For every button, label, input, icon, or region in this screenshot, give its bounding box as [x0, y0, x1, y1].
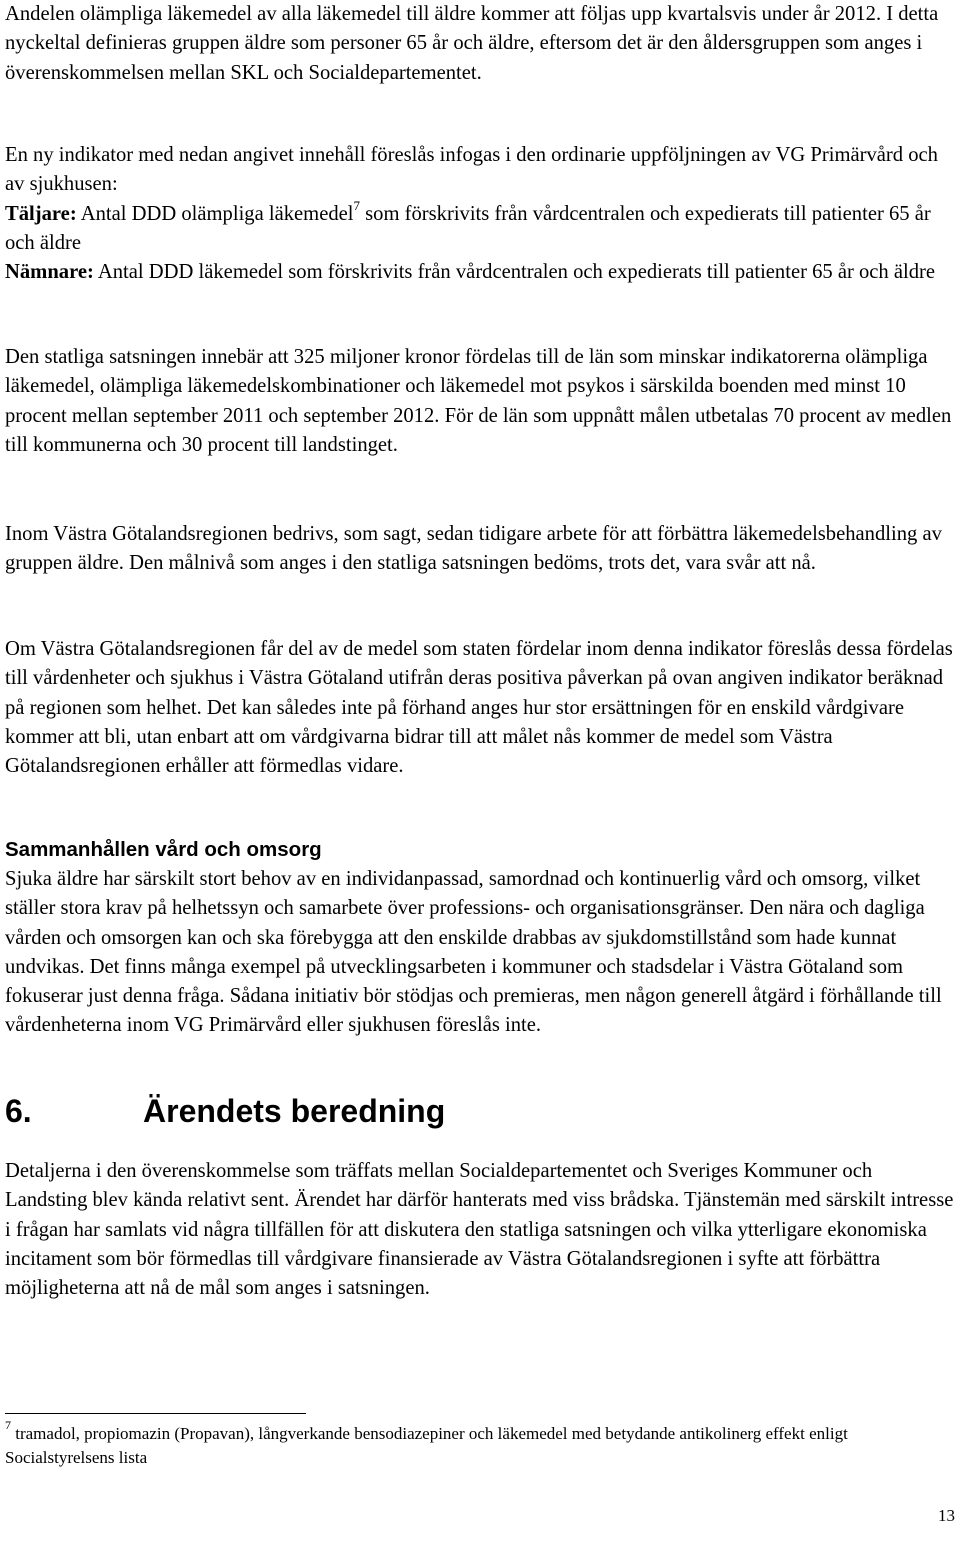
section-heading: Sammanhållen vård och omsorg [5, 838, 322, 861]
numerator-label: Täljare: [5, 202, 77, 225]
chapter-paragraph: Detaljerna i den överenskommelse som träffats mellan Socialdepartementet och Sveriges Kommuner och Landsting blev kända relativt sent. Ärendet har därför hanterats med viss brådska. Tjänstemän med särskilt intresse i frågan har samlats vid några tillfällen för att diskutera den statliga satsningen och vilka ytterligare ekonomiska incitament som bör förmedlas till vårdgivare finansierade av Västra Götalandsregionen i syfte att förbättra möjligheterna att nå de mål som anges i satsningen. [5, 1160, 954, 1300]
footnote-divider [5, 1413, 306, 1414]
state-funding-paragraph: Den statliga satsningen innebär att 325 miljoner kronor fördelas till de län som minskar indikatorerna olämpliga läkemedel, olämpliga läkemedelskombinationer och läkemedel mot psykos i särskilda boenden med minst 10 procent mellan september 2011 och september 2012. För de län som uppnått målen utbetalas 70 procent av medlen till kommunerna och 30 procent till landstinget. [5, 346, 952, 456]
numerator-text-before: Antal DDD olämpliga läkemedel [80, 202, 354, 225]
denominator-label: Nämnare: [5, 261, 94, 284]
denominator-line [5, 258, 960, 287]
section-paragraph: Sjuka äldre har särskilt stort behov av en individanpassad, samordnad och kontinuerlig vård och omsorg, vilket ställer stora krav på helhetssyn och samarbete över professions- och organisationsgränser. Den nära och dagliga vården och omsorgen kan och ska förebygga att den enskilde drabbas av sjukdomstillstånd som hade kunnat undvikas. Det finns många exempel på utvecklingsarbeten i kommuner och stadsdelar i Västra Götaland som fokuserar just denna fråga. Sådana initiativ bör stödjas och premieras, men någon generell åtgärd i förhållande till vårdenheterna inom VG Primärvård eller sjukhusen föreslås inte. [5, 868, 942, 1037]
footnote [5, 1418, 955, 1470]
numerator-line [5, 197, 960, 259]
footnote-reference[interactable]: 7 [353, 197, 360, 213]
indicator-lead: En ny indikator med nedan angivet innehåll föreslås infogas i den ordinarie uppföljningen av VG Primärvård och av sjukhusen: [5, 144, 938, 196]
footnote-marker: 7 [5, 1418, 11, 1433]
chapter-title: Ärendets beredning [143, 1093, 446, 1129]
intro-paragraph: Andelen olämpliga läkemedel av alla läkemedel till äldre kommer att följas upp kvartalsvis under år 2012. I detta nyckeltal definieras gruppen äldre som personer 65 år och äldre, eftersom det är den åldersgruppen som anges i överenskommelsen mellan SKL och Socialdepartementet. [5, 3, 939, 84]
chapter-heading [5, 1089, 445, 1133]
denominator-text: Antal DDD läkemedel som förskrivits från vårdcentralen och expedierats till patienter 65 år och äldre [97, 261, 936, 284]
page-number: 13 [938, 1506, 955, 1525]
numerator-text-after: som förskrivits från vårdcentralen och expedierats till patienter 65 år och äldre [5, 202, 931, 254]
region-work-paragraph: Inom Västra Götalandsregionen bedrivs, som sagt, sedan tidigare arbete för att förbättra läkemedelsbehandling av gruppen äldre. Den målnivå som anges i den statliga satsningen bedöms, trots det, vara svår att nå. [5, 523, 942, 575]
indicator-block [5, 141, 960, 287]
footnote-text: tramadol, propiomazin (Propavan), långverkande bensodiazepiner och läkemedel med betydande antikolinerg effekt enligt Socialstyrelsens lista [5, 1424, 848, 1467]
distribution-paragraph: Om Västra Götalandsregionen får del av de medel som staten fördelar inom denna indikator föreslås dessa fördelas till vårdenheter och sjukhus i Västra Götaland utifrån deras positiva påverkan på ovan angiven indikator beräknad på regionen som helhet. Det kan således inte på förhand anges hur stor ersättningen för en enskild vårdgivare kommer att bli, utan enbart att om vårdgivarna bidrar till att målet nås kommer de medel som Västra Götalandsregionen erhåller att förmedlas vidare. [5, 638, 953, 778]
chapter-number: 6. [5, 1093, 32, 1129]
